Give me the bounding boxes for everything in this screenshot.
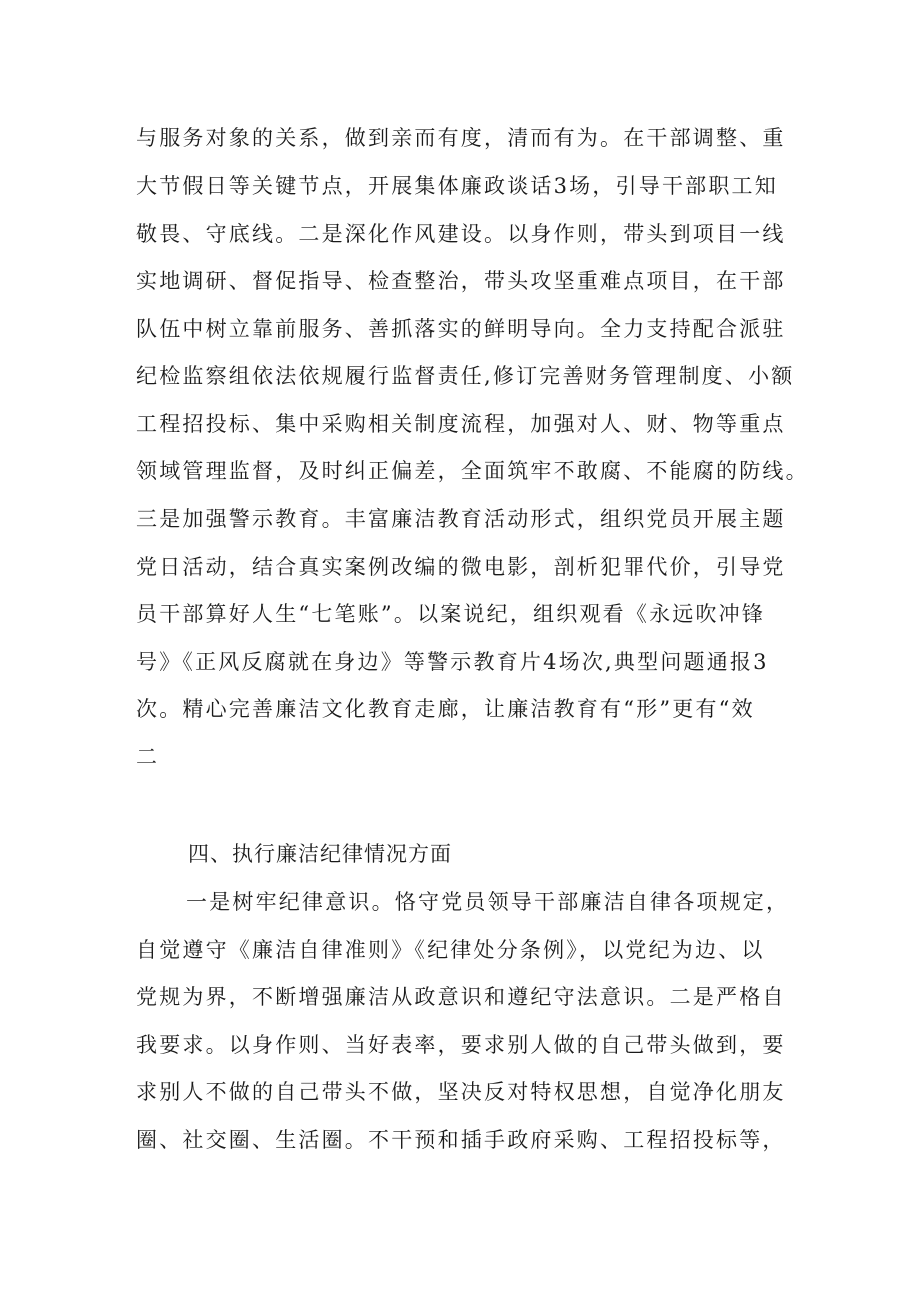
paragraph-line: 实地调研、督促指导、检查整治，带头攻坚重难点项目，在干部 <box>136 269 786 293</box>
paragraph-line: 领域管理监督，及时纠正偏差，全面筑牢不敢腐、不能腐的防线。 <box>136 459 809 483</box>
paragraph-line: 次。精心完善廉洁文化教育走廊，让廉洁教育有“形”更有“效 <box>136 697 755 721</box>
paragraph-line: 求别人不做的自己带头不做，坚决反对特权思想，自觉净化朋友 <box>136 1080 786 1104</box>
paragraph-line: 大节假日等关键节点，开展集体廉政谈话3场，引导干部职工知 <box>136 174 778 198</box>
section-heading: 四、执行廉洁纪律情况方面 <box>188 842 452 866</box>
paragraph-line: 与服务对象的关系，做到亲而有度，清而有为。在干部调整、重 <box>136 126 786 150</box>
paragraph-line: 自觉遵守《廉洁自律准则》《纪律处分条例》，以党纪为边、以 <box>136 938 765 962</box>
paragraph-line: 队伍中树立靠前服务、善抓落实的鲜明导向。全力支持配合派驻 <box>136 317 786 341</box>
paragraph-line: 号》《正风反腐就在身边》等警示教育片4场次,典型问题通报3 <box>136 650 769 674</box>
paragraph-line: 党规为界，不断增强廉洁从政意识和遵纪守法意识。二是严格自 <box>136 985 786 1009</box>
paragraph-line: 员干部算好人生“七笔账”。以案说纪，组织观看《永远吹冲锋 <box>136 602 766 626</box>
paragraph-line: 一是树牢纪律意识。恪守党员领导干部廉洁自律各项规定， <box>186 890 790 914</box>
paragraph-line: 党日活动，结合真实案例改编的微电影，剖析犯罪代价，引导党 <box>136 555 786 579</box>
paragraph-line: 敬畏、守底线。二是深化作风建设。以身作则，带头到项目一线 <box>136 222 786 246</box>
paragraph-line: 工程招投标、集中采购相关制度流程，加强对人、财、物等重点 <box>136 412 786 436</box>
paragraph-line: 三是加强警示教育。丰富廉洁教育活动形式，组织党员开展主题 <box>136 507 786 531</box>
paragraph-line: 二 <box>136 745 160 769</box>
paragraph-line: 我要求。以身作则、当好表率，要求别人做的自己带头做到，要 <box>136 1033 786 1057</box>
paragraph-line: 纪检监察组依法依规履行监督责任,修订完善财务管理制度、小额 <box>136 364 795 388</box>
paragraph-line: 圈、社交圈、生活圈。不干预和插手政府采购、工程招投标等， <box>136 1128 786 1152</box>
